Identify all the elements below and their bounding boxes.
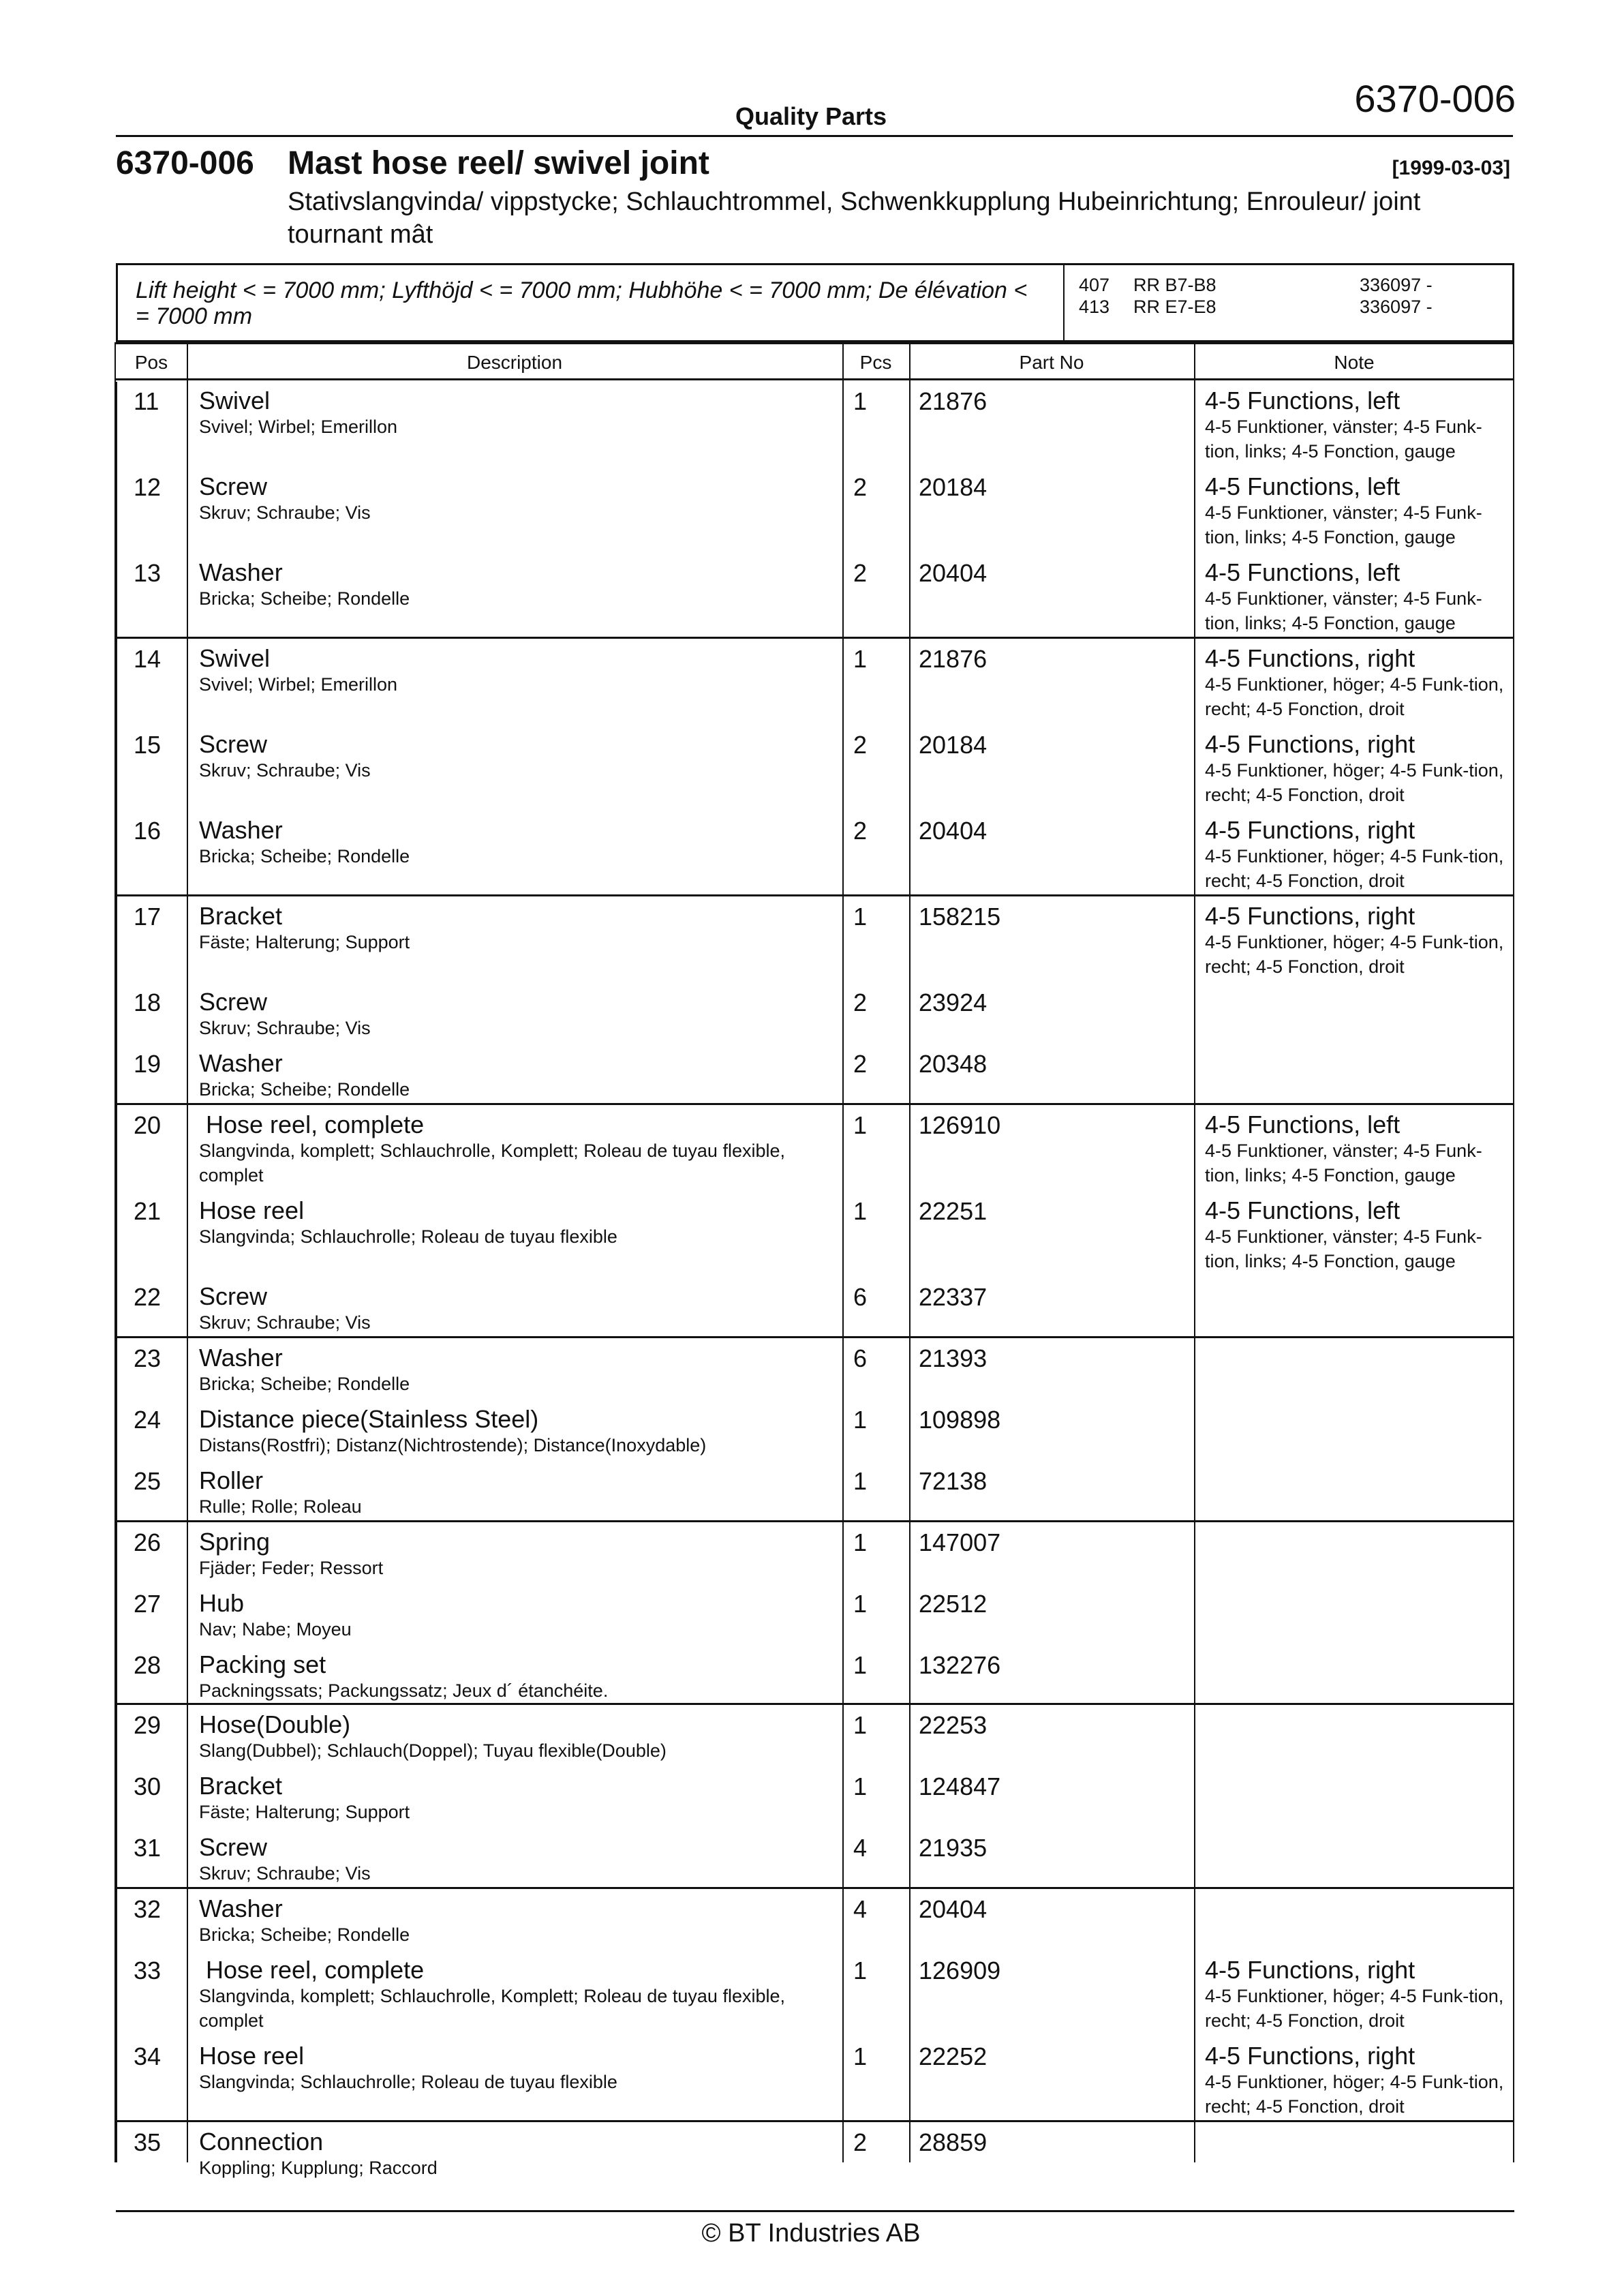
column-header-note: Note (1334, 352, 1375, 373)
row-quantity: 2 (853, 1050, 868, 1078)
row-position: 12 (134, 473, 162, 501)
row-description (199, 731, 826, 783)
row-quantity: 1 (853, 1197, 868, 1225)
column-divider (909, 342, 911, 2162)
row-part-number: 21876 (919, 387, 988, 415)
column-divider (187, 342, 188, 2162)
row-position: 23 (134, 1344, 162, 1372)
applicability-box (116, 263, 1514, 342)
row-description-translations: Skruv; Schraube; Vis (199, 1018, 371, 1038)
row-description (199, 1283, 826, 1335)
row-description-translations: Nav; Nabe; Moyeu (199, 1619, 352, 1640)
row-position: 22 (134, 1283, 162, 1311)
table-left-border (114, 342, 116, 2162)
row-note (1205, 1111, 1505, 1188)
document-number: 6370-006 (116, 145, 254, 181)
row-description-translations: Fäste; Halterung; Support (199, 932, 410, 952)
row-note (1205, 1197, 1505, 1273)
row-position: 20 (134, 1111, 162, 1139)
row-part-number: 132276 (919, 1651, 1001, 1679)
row-position: 17 (134, 903, 162, 931)
row-note-text: 4-5 Functions, right (1205, 1956, 1416, 1984)
footer-divider (116, 2210, 1514, 2212)
group-divider (116, 1336, 1514, 1338)
serial-code: 407 (1079, 275, 1110, 295)
footer-copyright: © BT Industries AB (701, 2219, 921, 2248)
column-header-pos: Pos (134, 352, 168, 373)
row-position: 30 (134, 1772, 162, 1800)
row-note-text: 4-5 Functions, left (1205, 1196, 1401, 1224)
column-header-description: Description (466, 352, 563, 373)
row-description (199, 1651, 826, 1703)
row-quantity: 1 (853, 1111, 868, 1139)
document-date: [1999-03-03] (1392, 157, 1510, 179)
row-description-name: Hose reel, complete (199, 1956, 425, 1984)
row-note (1205, 645, 1505, 721)
row-quantity: 1 (853, 2042, 868, 2070)
row-description-translations: Svivel; Wirbel; Emerillon (199, 674, 398, 695)
row-description-translations: Slangvinda; Schlauchrolle; Roleau de tuyau flexible (199, 2072, 617, 2092)
header-divider (116, 135, 1513, 137)
row-quantity: 6 (853, 1344, 868, 1372)
row-note-text: 4-5 Functions, right (1205, 644, 1416, 672)
row-quantity: 4 (853, 1895, 868, 1923)
row-description-name: Hose reel (199, 2042, 305, 2070)
row-description-translations: Bricka; Scheibe; Rondelle (199, 1374, 410, 1394)
row-note-text: 4-5 Functions, left (1205, 1111, 1401, 1138)
serial-model: RR B7-B8 (1133, 275, 1216, 295)
row-description (199, 1528, 826, 1580)
applicability-text: Lift height < = 7000 mm; Lyfthöjd < = 7000 mm; Hubhöhe < = 7000 mm; De élévation < = 7000 mm (136, 277, 1028, 329)
row-description-name: Hose(Double) (199, 1710, 351, 1738)
row-note-translations: 4-5 Funktioner, vänster; 4-5 Funk-tion, links; 4-5 Fonction, gauge (1205, 502, 1482, 547)
row-part-number: 22337 (919, 1283, 988, 1311)
serial-range: 336097 - (1360, 275, 1433, 295)
row-description-name: Bracket (199, 902, 283, 930)
row-position: 31 (134, 1834, 162, 1862)
row-note-translations: 4-5 Funktioner, höger; 4-5 Funk-tion, recht; 4-5 Fonction, droit (1205, 846, 1504, 891)
row-part-number: 20184 (919, 473, 988, 501)
row-description (199, 1711, 826, 1763)
row-quantity: 2 (853, 473, 868, 501)
row-position: 29 (134, 1711, 162, 1739)
row-description-name: Screw (199, 1282, 268, 1310)
row-position: 13 (134, 559, 162, 587)
row-description-translations: Packningssats; Packungssatz; Jeux d´ étanchéite. (199, 1680, 609, 1701)
row-description-translations: Distans(Rostfri); Distanz(Nichtrostende); Distance(Inoxydable) (199, 1435, 707, 1455)
group-divider (116, 637, 1514, 639)
row-part-number: 21393 (919, 1344, 988, 1372)
row-description (199, 559, 826, 611)
row-part-number: 72138 (919, 1467, 988, 1495)
row-description-translations: Fäste; Halterung; Support (199, 1802, 410, 1822)
row-note-translations: 4-5 Funktioner, vänster; 4-5 Funk-tion, links; 4-5 Fonction, gauge (1205, 417, 1482, 462)
row-position: 15 (134, 731, 162, 759)
row-quantity: 1 (853, 387, 868, 415)
row-description-translations: Skruv; Schraube; Vis (199, 1312, 371, 1333)
row-description (199, 1406, 826, 1457)
row-description-translations: Bricka; Scheibe; Rondelle (199, 1079, 410, 1100)
row-part-number: 20184 (919, 731, 988, 759)
row-description (199, 1197, 826, 1249)
row-description-translations: Koppling; Kupplung; Raccord (199, 2158, 438, 2178)
column-header-part-no: Part No (1019, 352, 1084, 373)
row-description-name: Washer (199, 1344, 283, 1372)
row-note-translations: 4-5 Funktioner, höger; 4-5 Funk-tion, recht; 4-5 Fonction, droit (1205, 760, 1504, 805)
row-description-name: Spring (199, 1528, 271, 1556)
row-quantity: 1 (853, 1406, 868, 1434)
row-position: 14 (134, 645, 162, 673)
row-position: 24 (134, 1406, 162, 1434)
row-quantity: 4 (853, 1834, 868, 1862)
row-part-number: 126909 (919, 1957, 1001, 1984)
row-quantity: 1 (853, 1590, 868, 1618)
row-description (199, 473, 826, 525)
group-divider (116, 2120, 1514, 2122)
row-note (1205, 387, 1505, 464)
row-description (199, 1772, 826, 1824)
row-note-text: 4-5 Functions, left (1205, 558, 1401, 586)
row-description-name: Hose reel (199, 1196, 305, 1224)
row-description-name: Screw (199, 1833, 268, 1861)
row-note-translations: 4-5 Funktioner, vänster; 4-5 Funk-tion, links; 4-5 Fonction, gauge (1205, 1226, 1482, 1271)
row-description-name: Screw (199, 730, 268, 758)
row-description-translations: Fjäder; Feder; Ressort (199, 1558, 384, 1578)
document-title: Mast hose reel/ swivel joint (288, 145, 709, 181)
row-description-translations: Bricka; Scheibe; Rondelle (199, 1924, 410, 1945)
row-description-name: Packing set (199, 1650, 326, 1678)
row-quantity: 1 (853, 1651, 868, 1679)
row-description-name: Washer (199, 1894, 283, 1922)
row-position: 19 (134, 1050, 162, 1078)
row-part-number: 21876 (919, 645, 988, 673)
row-part-number: 20404 (919, 1895, 988, 1923)
row-description (199, 903, 826, 954)
row-note (1205, 1957, 1505, 2033)
row-position: 35 (134, 2128, 162, 2156)
row-description-name: Bracket (199, 1772, 283, 1800)
row-position: 18 (134, 988, 162, 1016)
row-description (199, 1834, 826, 1886)
row-quantity: 1 (853, 1528, 868, 1556)
row-position: 27 (134, 1590, 162, 1618)
row-quantity: 1 (853, 1711, 868, 1739)
row-description-translations: Skruv; Schraube; Vis (199, 1863, 371, 1884)
row-note-text: 4-5 Functions, left (1205, 472, 1401, 500)
row-description-name: Hub (199, 1589, 245, 1617)
document-subtitle: Stativslangvinda/ vippstycke; Schlauchtrommel, Schwenkkupplung Hubeinrichtung; Enrouleur/ joint tournant mât (288, 187, 1421, 249)
row-part-number: 147007 (919, 1528, 1001, 1556)
row-position: 25 (134, 1467, 162, 1495)
row-description-name: Washer (199, 1049, 283, 1077)
row-position: 34 (134, 2042, 162, 2070)
row-quantity: 2 (853, 817, 868, 845)
row-description-translations: Skruv; Schraube; Vis (199, 502, 371, 523)
row-description-translations: Rulle; Rolle; Roleau (199, 1496, 362, 1517)
row-part-number: 109898 (919, 1406, 1001, 1434)
row-description (199, 1895, 826, 1947)
row-description-translations: Slangvinda, komplett; Schlauchrolle, Komplett; Roleau de tuyau flexible, complet (199, 1986, 785, 2031)
row-note-text: 4-5 Functions, right (1205, 730, 1416, 758)
row-quantity: 1 (853, 903, 868, 931)
row-description-name: Roller (199, 1466, 264, 1494)
row-description-name: Connection (199, 2128, 324, 2156)
row-note-translations: 4-5 Funktioner, höger; 4-5 Funk-tion, recht; 4-5 Fonction, droit (1205, 1986, 1504, 2031)
row-description-name: Distance piece(Stainless Steel) (199, 1405, 539, 1433)
row-quantity: 1 (853, 1467, 868, 1495)
row-quantity: 2 (853, 988, 868, 1016)
row-description-name: Swivel (199, 644, 271, 672)
row-part-number: 20404 (919, 559, 988, 587)
row-description (199, 1344, 826, 1396)
row-quantity: 2 (853, 731, 868, 759)
column-divider (1194, 342, 1195, 2162)
group-divider (116, 1703, 1514, 1705)
serial-model: RR E7-E8 (1133, 297, 1216, 317)
serial-code: 413 (1079, 297, 1110, 317)
row-note-text: 4-5 Functions, right (1205, 2042, 1416, 2070)
row-part-number: 124847 (919, 1772, 1001, 1800)
header-doc-code: 6370-006 (1354, 77, 1516, 120)
row-quantity: 2 (853, 559, 868, 587)
row-description-name: Screw (199, 988, 268, 1016)
row-description (199, 2128, 826, 2180)
row-description-translations: Slangvinda; Schlauchrolle; Roleau de tuyau flexible (199, 1226, 617, 1247)
row-position: 32 (134, 1895, 162, 1923)
row-description (199, 1590, 826, 1642)
row-quantity: 1 (853, 1772, 868, 1800)
row-part-number: 20404 (919, 817, 988, 845)
row-note-translations: 4-5 Funktioner, höger; 4-5 Funk-tion, recht; 4-5 Fonction, droit (1205, 932, 1504, 977)
row-description-name: Washer (199, 816, 283, 844)
row-part-number: 22253 (919, 1711, 988, 1739)
group-divider (116, 1103, 1514, 1105)
group-divider (116, 1887, 1514, 1889)
row-part-number: 126910 (919, 1111, 1001, 1139)
row-description (199, 1111, 826, 1188)
row-description (199, 387, 826, 439)
row-note-translations: 4-5 Funktioner, vänster; 4-5 Funk-tion, links; 4-5 Fonction, gauge (1205, 1141, 1482, 1185)
row-note (1205, 903, 1505, 979)
group-divider (116, 894, 1514, 896)
row-description (199, 645, 826, 697)
row-description-name: Washer (199, 558, 283, 586)
applicability-divider (1063, 265, 1065, 340)
row-note (1205, 731, 1505, 807)
row-description (199, 1467, 826, 1519)
table-right-border (1513, 342, 1514, 2162)
row-note (1205, 817, 1505, 893)
row-position: 16 (134, 817, 162, 845)
row-quantity: 2 (853, 2128, 868, 2156)
row-description (199, 1050, 826, 1102)
column-divider (842, 342, 844, 2162)
row-description-translations: Skruv; Schraube; Vis (199, 760, 371, 781)
row-part-number: 22252 (919, 2042, 988, 2070)
row-note-translations: 4-5 Funktioner, vänster; 4-5 Funk-tion, links; 4-5 Fonction, gauge (1205, 588, 1482, 633)
row-note-translations: 4-5 Funktioner, höger; 4-5 Funk-tion, recht; 4-5 Fonction, droit (1205, 2072, 1504, 2117)
row-description (199, 817, 826, 868)
row-part-number: 158215 (919, 903, 1001, 931)
row-description (199, 988, 826, 1040)
row-description-translations: Bricka; Scheibe; Rondelle (199, 846, 410, 866)
row-quantity: 6 (853, 1283, 868, 1311)
row-description-translations: Svivel; Wirbel; Emerillon (199, 417, 398, 437)
row-position: 21 (134, 1197, 162, 1225)
header-section-title: Quality Parts (735, 102, 887, 130)
row-note (1205, 2042, 1505, 2119)
group-divider (116, 1520, 1514, 1522)
row-description-name: Screw (199, 472, 268, 500)
row-description-translations: Slangvinda, komplett; Schlauchrolle, Komplett; Roleau de tuyau flexible, complet (199, 1141, 785, 1185)
row-note-translations: 4-5 Funktioner, höger; 4-5 Funk-tion, recht; 4-5 Fonction, droit (1205, 674, 1504, 719)
row-part-number: 28859 (919, 2128, 988, 2156)
row-position: 11 (134, 387, 159, 415)
row-position: 26 (134, 1528, 162, 1556)
row-note (1205, 473, 1505, 549)
row-quantity: 1 (853, 645, 868, 673)
row-quantity: 1 (853, 1957, 868, 1984)
row-description (199, 2042, 826, 2094)
table-top-border (116, 342, 1514, 344)
row-part-number: 22512 (919, 1590, 988, 1618)
row-description-name: Hose reel, complete (199, 1111, 425, 1138)
serial-range: 336097 - (1360, 297, 1433, 317)
row-description-translations: Slang(Dubbel); Schlauch(Doppel); Tuyau flexible(Double) (199, 1740, 667, 1761)
row-note-text: 4-5 Functions, right (1205, 902, 1416, 930)
row-note (1205, 559, 1505, 635)
row-description-name: Swivel (199, 387, 271, 414)
row-part-number: 20348 (919, 1050, 988, 1078)
row-description (199, 1957, 826, 2033)
row-note-text: 4-5 Functions, right (1205, 816, 1416, 844)
row-part-number: 23924 (919, 988, 988, 1016)
row-position: 28 (134, 1651, 162, 1679)
row-position: 33 (134, 1957, 162, 1984)
column-header-pcs: Pcs (859, 352, 892, 373)
row-part-number: 22251 (919, 1197, 988, 1225)
parts-table-header (116, 342, 1514, 380)
row-part-number: 21935 (919, 1834, 988, 1862)
row-description-translations: Bricka; Scheibe; Rondelle (199, 588, 410, 609)
row-note-text: 4-5 Functions, left (1205, 387, 1401, 414)
